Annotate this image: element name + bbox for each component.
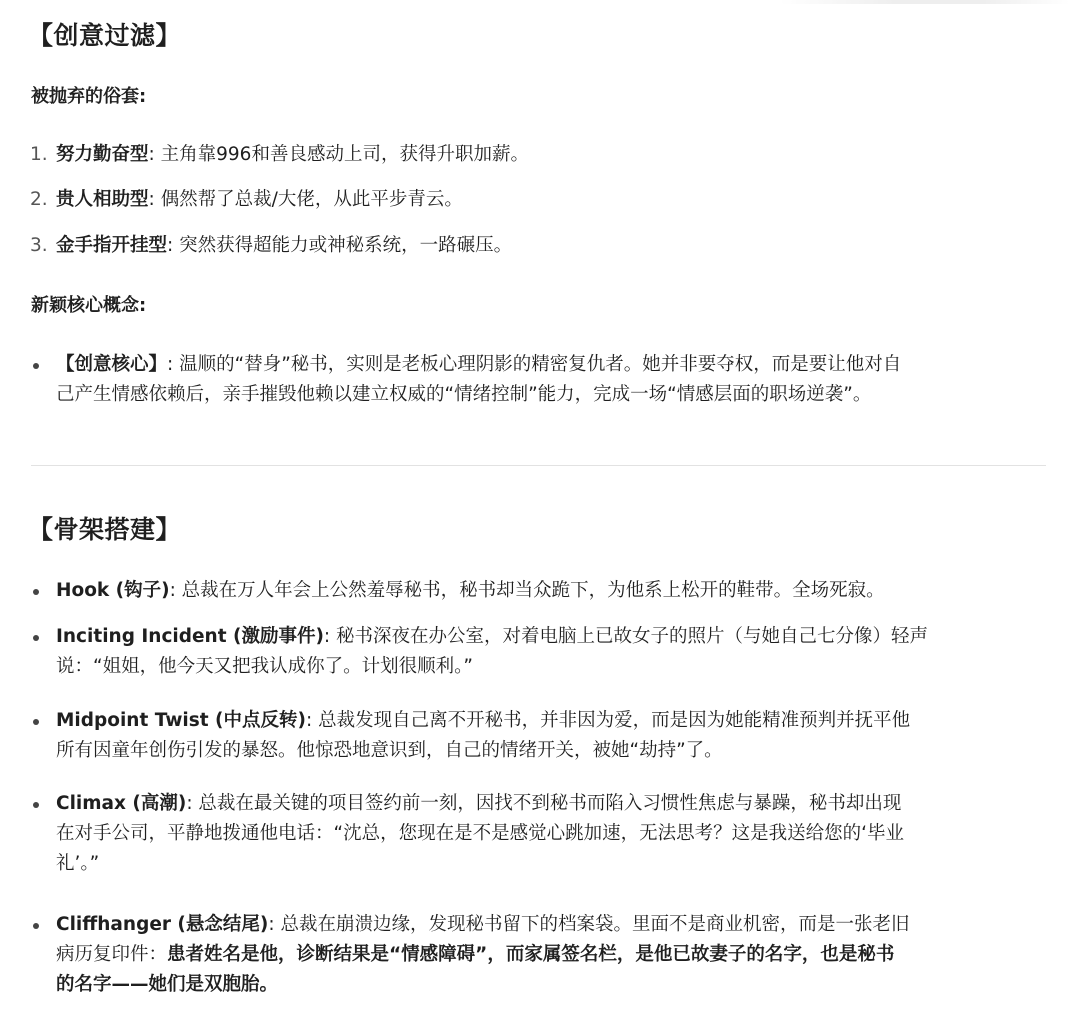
list-item — [56, 789, 1051, 879]
list-item — [30, 185, 1051, 215]
item-text: : 秘书深夜在办公室，对着电脑上已故女子的照片（与她自己七分像）轻声 — [323, 626, 929, 647]
item-text: 己产生情感依赖后，亲手摧毁他赖以建立权威的“情绪控制”能力，完成一场“情感层面的职场逆袭”。 — [56, 384, 872, 405]
item-text: : 温顺的“替身”秘书，实则是老板心理阴影的精密复仇者。她并非要夺权，而是要让他对自 — [167, 354, 902, 375]
item-term: Hook (钩子) — [56, 580, 170, 601]
section-title-skeleton: 【骨架搭建】 — [28, 515, 182, 544]
item-emphasis: 的名字——她们是双胞胎。 — [56, 974, 279, 995]
bullet-dot — [33, 589, 39, 595]
item-text: 说：“姐姐，他今天又把我认成你了。计划很顺利。” — [56, 656, 473, 677]
list-number: 2. — [30, 189, 48, 210]
item-text: 在对手公司，平静地拨通他电话：“沈总，您现在是不是感觉心跳加速，无法思考？这是我送给您的‘毕业 — [56, 823, 904, 844]
top-scroll-fade — [780, 0, 1070, 4]
item-term: 贵人相助型 — [56, 189, 149, 210]
item-text: : 主角靠996和善良感动上司，获得升职加薪。 — [148, 144, 529, 165]
bullet-dot — [33, 363, 39, 369]
list-item — [30, 231, 1051, 261]
item-text: : 总裁在万人年会上公然羞辱秘书，秘书却当众跪下，为他系上松开的鞋带。全场死寂。 — [169, 580, 885, 601]
item-text: : 突然获得超能力或神秘系统，一路碾压。 — [167, 235, 513, 256]
bullet-dot — [33, 635, 39, 641]
item-term: 努力勤奋型 — [56, 144, 149, 165]
novel-concept-label: 新颖核心概念: — [31, 295, 147, 316]
section-title-creative-filter: 【创意过滤】 — [28, 21, 182, 50]
bullet-dot — [33, 719, 39, 725]
section-divider — [31, 465, 1046, 466]
item-term: Climax (高潮) — [56, 793, 187, 814]
bullet-dot — [33, 802, 39, 808]
list-item — [56, 910, 1051, 1000]
item-term: Midpoint Twist (中点反转) — [56, 710, 306, 731]
item-text: 病历复印件： — [56, 944, 168, 965]
item-text: 所有因童年创伤引发的暴怒。他惊恐地意识到，自己的情绪开关，被她“劫持”了。 — [56, 740, 723, 761]
list-item — [56, 706, 1051, 766]
item-text: : 偶然帮了总裁/大佬，从此平步青云。 — [148, 189, 463, 210]
item-text: : 总裁发现自己离不开秘书，并非因为爱，而是因为她能精准预判并抚平他 — [305, 710, 911, 731]
item-term: 【创意核心】 — [56, 354, 168, 375]
item-emphasis: 患者姓名是他，诊断结果是“情感障碍”，而家属签名栏，是他已故妻子的名字，也是秘书 — [167, 944, 895, 965]
item-term: 金手指开挂型 — [56, 235, 168, 256]
item-text: : 总裁在崩溃边缘，发现秘书留下的档案袋。里面不是商业机密，而是一张老旧 — [268, 914, 910, 935]
item-text: 礼’。” — [56, 853, 100, 874]
list-number: 1. — [30, 144, 48, 165]
item-text: : 总裁在最关键的项目签约前一刻，因找不到秘书而陷入习惯性焦虑与暴躁，秘书却出现 — [186, 793, 902, 814]
list-number: 3. — [30, 235, 48, 256]
abandoned-cliches-label: 被抛弃的俗套: — [31, 86, 147, 107]
bullet-dot — [33, 923, 39, 929]
item-term: Inciting Incident (激励事件) — [56, 626, 324, 647]
item-term: Cliffhanger (悬念结尾) — [56, 914, 269, 935]
list-item — [30, 140, 1051, 170]
list-item — [56, 576, 1051, 606]
list-item — [56, 622, 1051, 682]
list-item — [56, 350, 1051, 410]
